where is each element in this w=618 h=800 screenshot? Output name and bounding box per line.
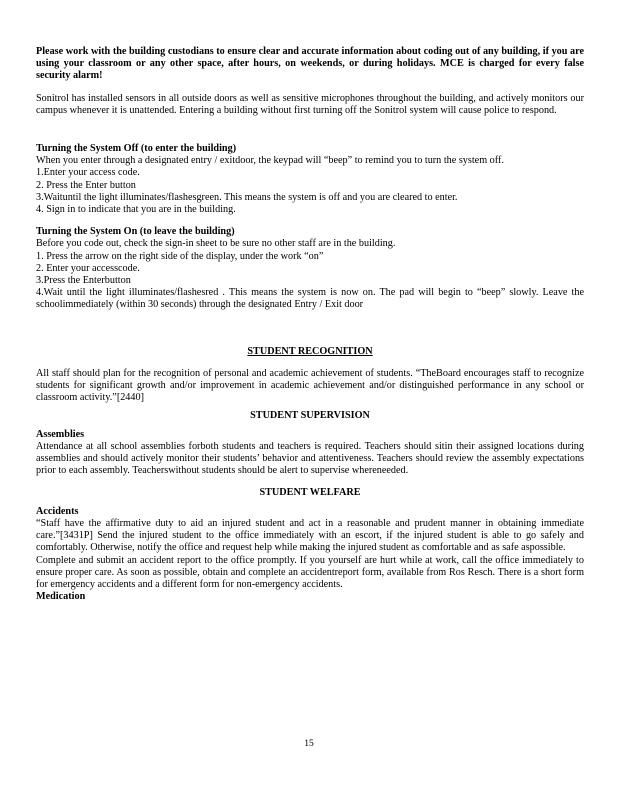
page-number: 15	[304, 739, 314, 749]
system-off-heading: Turning the System Off (to enter the building)	[36, 143, 237, 155]
system-on-step: 3.Press the Enterbutton	[36, 275, 131, 287]
accident-report-paragraph: Complete and submit an accident report to the office promptly. If you yourself are hurt while at work, call the office immediately to ensure proper care. As soon as possible, obtain and complete an accidentreport form, available from Ros Resch. There is a short form for emergency accidents and a different form for non-emergency accidents.	[36, 554, 584, 590]
system-on-step: 2. Enter your accesscode.	[36, 262, 140, 274]
system-on-step: 1. Press the arrow on the right side of the display, under the work “on”	[36, 250, 324, 262]
medication-heading: Medication	[36, 591, 86, 603]
system-off-step: 1.Enter your access code.	[36, 167, 140, 179]
system-off-step: 3.Waituntil the light illuminates/flashesgreen. This means the system is off and you are cleared to enter.	[36, 191, 458, 203]
system-off-step: 2. Press the Enter button	[36, 179, 136, 191]
recognition-title: STUDENT RECOGNITION	[247, 345, 373, 357]
assemblies-paragraph: Attendance at all school assemblies forboth students and teachers is required. Teachers should sitin their assigned locations during assemblies and should actively monitor their students’ behavior and attentiveness. Teachers should review the assembly expectations prior to each assembly. Teacherswithout students should be alert to supervise whereneeded.	[36, 440, 584, 477]
system-off-intro: When you enter through a designated entry / exitdoor, the keypad will “beep” to remind you to turn the system off.	[36, 155, 504, 167]
system-on-intro: Before you code out, check the sign-in sheet to be sure no other staff are in the building.	[36, 238, 396, 250]
system-on-step: 4.Wait until the light illuminates/flashesred . This means the system is now on. The pad will begin to “beep” slowly. Leave the schoolimmediately (within 30 seconds) through the designated Entry / Exit door	[36, 287, 584, 311]
welfare-title: STUDENT WELFARE	[259, 487, 361, 499]
document-page	[36, 46, 584, 603]
supervision-title: STUDENT SUPERVISION	[250, 410, 370, 422]
sonitrol-paragraph: Sonitrol has installed sensors in all outside doors as well as sensitive microphones throughout the building, and actively monitors our campus whenever it is unattended. Entering a building without first turning off the Sonitrol system will cause police to respond.	[36, 92, 584, 116]
system-on-heading: Turning the System On (to leave the building)	[36, 226, 235, 238]
assemblies-heading: Assemblies	[36, 428, 85, 440]
accidents-paragraph: “Staff have the affirmative duty to aid an injured student and act in a reasonable and prudent manner in obtaining immediate care.”[3431P] Send the injured student to the office immediately with an escort, if the injured student is able to go safely and comfortably. Otherwise, notify the office and request help while making the injured student as comfortable and as safe aspossible.	[36, 517, 584, 554]
accidents-heading: Accidents	[36, 505, 79, 517]
alarm-warning-paragraph: Please work with the building custodians to ensure clear and accurate information about coding out of any building, if you are using your classroom or any other space, after hours, on weekends, or during holidays. MCE is charged for every false security alarm!	[36, 46, 584, 82]
system-off-step: 4. Sign in to indicate that you are in the building.	[36, 204, 236, 216]
recognition-paragraph: All staff should plan for the recognition of personal and academic achievement of students. “TheBoard encourages staff to recognize students for significant growth and/or improvement in academic achievement and/or distinguished performance in any school or classroom activity.”[2440]	[36, 367, 584, 404]
